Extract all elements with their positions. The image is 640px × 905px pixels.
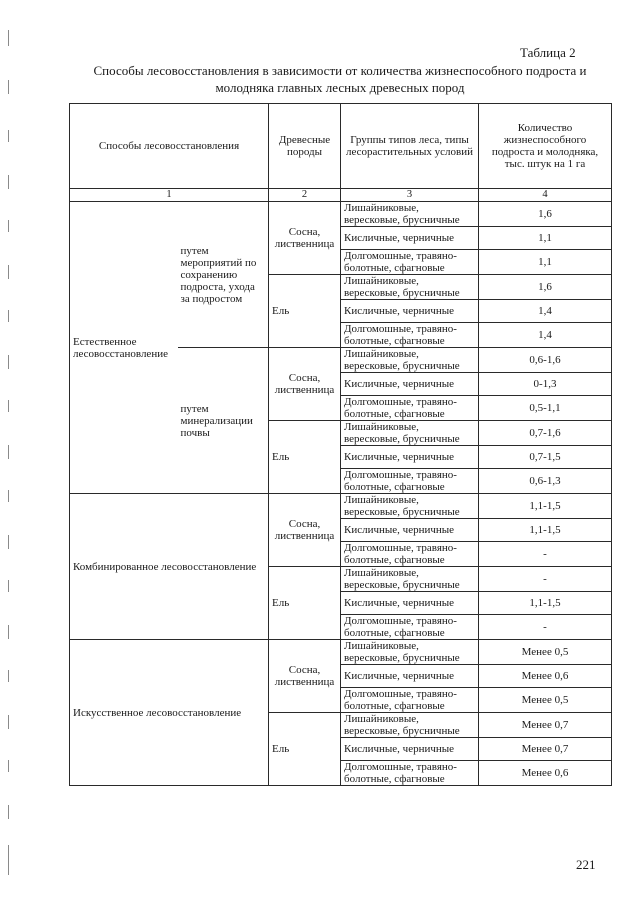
method-cell: Комбинированное лесовосстановление	[70, 494, 269, 640]
forest-group-cell: Лишайниковые, вересковые, брусничные	[341, 567, 479, 592]
col-number: 4	[479, 189, 612, 202]
species-cell: Сосна, лиственница	[269, 348, 341, 421]
col-number: 2	[269, 189, 341, 202]
table-row	[70, 494, 612, 519]
reforestation-table	[69, 103, 612, 786]
quantity-cell: 0,7-1,6	[479, 421, 612, 446]
table-row	[70, 202, 612, 227]
forest-group-cell: Лишайниковые, вересковые, брусничные	[341, 494, 479, 519]
quantity-cell: 0,6-1,3	[479, 469, 612, 494]
forest-group-cell: Долгомошные, травяно-болотные, сфагновые	[341, 615, 479, 640]
forest-group-cell: Долгомошные, травяно-болотные, сфагновые	[341, 688, 479, 713]
quantity-cell: 1,1	[479, 227, 612, 250]
quantity-cell: -	[479, 615, 612, 640]
forest-group-cell: Лишайниковые, вересковые, брусничные	[341, 713, 479, 738]
quantity-cell: 0,5-1,1	[479, 396, 612, 421]
forest-group-cell: Кисличные, черничные	[341, 665, 479, 688]
quantity-cell: Менее 0,5	[479, 688, 612, 713]
table-number: Таблица 2	[520, 45, 576, 60]
forest-group-cell: Долгомошные, травяно-болотные, сфагновые	[341, 396, 479, 421]
header-quantity: Количество жизнеспособного подроста и молодняка, тыс. штук на 1 га	[479, 104, 612, 189]
forest-group-cell: Кисличные, черничные	[341, 592, 479, 615]
binding-margin-marks	[6, 10, 20, 890]
forest-group-cell: Кисличные, черничные	[341, 300, 479, 323]
forest-group-cell: Лишайниковые, вересковые, брусничные	[341, 275, 479, 300]
species-cell: Ель	[269, 567, 341, 640]
forest-group-cell: Лишайниковые, вересковые, брусничные	[341, 348, 479, 373]
species-cell: Сосна, лиственница	[269, 640, 341, 713]
quantity-cell: 0,6-1,6	[479, 348, 612, 373]
quantity-cell: 1,6	[479, 202, 612, 227]
quantity-cell: 1,1-1,5	[479, 494, 612, 519]
species-cell: Ель	[269, 275, 341, 348]
quantity-cell: 1,6	[479, 275, 612, 300]
quantity-cell: 1,4	[479, 300, 612, 323]
forest-group-cell: Кисличные, черничные	[341, 519, 479, 542]
forest-group-cell: Долгомошные, травяно-болотные, сфагновые	[341, 542, 479, 567]
species-cell: Сосна, лиственница	[269, 202, 341, 275]
forest-group-cell: Долгомошные, травяно-болотные, сфагновые	[341, 469, 479, 494]
forest-group-cell: Долгомошные, травяно-болотные, сфагновые	[341, 250, 479, 275]
page-number: 221	[576, 857, 596, 872]
forest-group-cell: Лишайниковые, вересковые, брусничные	[341, 421, 479, 446]
forest-group-cell: Долгомошные, травяно-болотные, сфагновые	[341, 761, 479, 786]
forest-group-cell: Долгомошные, травяно-болотные, сфагновые	[341, 323, 479, 348]
quantity-cell: -	[479, 567, 612, 592]
forest-group-cell: Лишайниковые, вересковые, брусничные	[341, 202, 479, 227]
quantity-cell: Менее 0,6	[479, 761, 612, 786]
species-cell: Сосна, лиственница	[269, 494, 341, 567]
quantity-cell: Менее 0,6	[479, 665, 612, 688]
quantity-cell: Менее 0,7	[479, 713, 612, 738]
column-numbers-row	[70, 189, 612, 202]
quantity-cell: 1,1-1,5	[479, 592, 612, 615]
quantity-cell: 0,7-1,5	[479, 446, 612, 469]
forest-group-cell: Кисличные, черничные	[341, 738, 479, 761]
method-cell: Искусственное лесовосстановление	[70, 640, 269, 786]
quantity-cell: Менее 0,7	[479, 738, 612, 761]
quantity-cell: 0-1,3	[479, 373, 612, 396]
col-number: 1	[70, 189, 269, 202]
species-cell: Ель	[269, 421, 341, 494]
header-forest-groups: Группы типов леса, типы лесорастительных условий	[341, 104, 479, 189]
quantity-cell: 1,1-1,5	[479, 519, 612, 542]
col-number: 3	[341, 189, 479, 202]
header-row	[70, 104, 612, 189]
forest-group-cell: Кисличные, черничные	[341, 227, 479, 250]
table-row	[70, 640, 612, 665]
header-species: Древесные породы	[269, 104, 341, 189]
forest-group-cell: Кисличные, черничные	[341, 373, 479, 396]
table-title: Способы лесовосстановления в зависимости от количества жизнеспособного подроста и молодняка главных лесных древесных пород	[93, 63, 587, 95]
quantity-cell: Менее 0,5	[479, 640, 612, 665]
species-cell: Ель	[269, 713, 341, 786]
forest-group-cell: Лишайниковые, вересковые, брусничные	[341, 640, 479, 665]
method-cell: Естественное лесовосстановление	[70, 202, 178, 494]
header-methods: Способы лесовосстановления	[70, 104, 269, 189]
quantity-cell: -	[479, 542, 612, 567]
forest-group-cell: Кисличные, черничные	[341, 446, 479, 469]
quantity-cell: 1,1	[479, 250, 612, 275]
quantity-cell: 1,4	[479, 323, 612, 348]
submethod-cell: путем минерализации почвы	[178, 348, 269, 494]
submethod-cell: путем мероприятий по сохранению подроста, ухода за подростом	[178, 202, 269, 348]
